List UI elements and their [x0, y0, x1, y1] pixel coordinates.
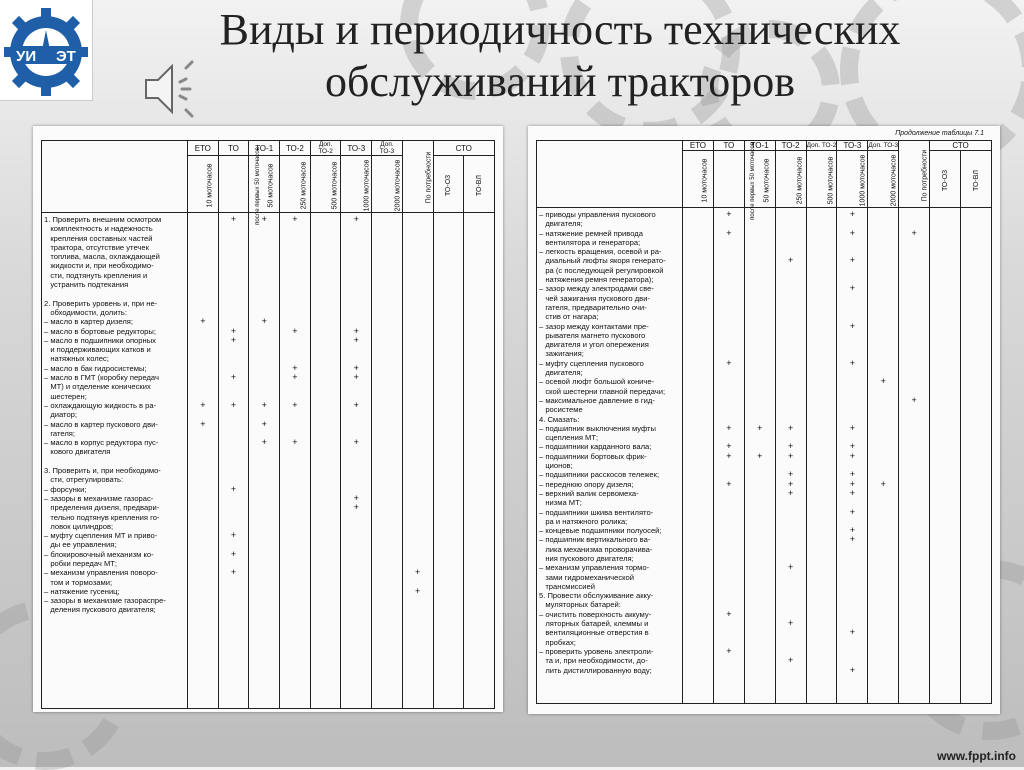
header-eto: ЕТО — [188, 141, 219, 156]
header-sto-o3: ТО-О3 — [930, 151, 961, 208]
marks-column: + + + + + + — [280, 213, 311, 709]
marks-column — [433, 213, 464, 709]
marks-column: + + + + + + + + + — [218, 213, 249, 709]
marks-column: + + + — [188, 213, 219, 709]
header-to1: ТО-1 — [249, 141, 280, 156]
slide-title: Виды и периодичность технических обслуживаний тракторов — [219, 5, 901, 106]
header-eto: ЕТО — [683, 141, 714, 151]
table-continuation-caption: Продолжение таблицы 7.1 — [895, 130, 984, 137]
header-sto-o3: ТО-О3 — [433, 156, 464, 213]
gear-logo-icon — [0, 0, 92, 100]
marks-column — [806, 208, 837, 704]
maintenance-table-left — [41, 140, 495, 709]
header-period: 250 моточасов — [775, 151, 806, 208]
marks-column — [683, 208, 714, 704]
operations-text: 1. Проверить внешним осмотром комплектность и надежность крепления составных частей трактора, отсутствие утечек топлива, масла, охлаждающей жидкости и, при необходимо- сти, подтянуть крепления и устранить подтекания 2. Проверить уровень и, при не- обходимости, долить: – масло в картер дизеля; – масло в бортовые редукторы; – масло в подшипники опорных и поддерживающих катков и натяжных колес; – масло в бак гидросистемы; – масло в ГМТ (коробку передач МТ) и отделение конических шестерен; – охлаждающую жидкость в ра- диатор; – масло в картер пускового дви- гателя; – масло в корпус редуктора пус- кового двигателя 3. Проверить и, при необходимо- сти, отрегулировать: – форсунки; – зазоры в механизме газорас- пределения дизеля, предвари- тельно подтянув крепления го- ловок цилиндров; – муфту сцепления МТ и приво- ды ее управления; – блокировочный механизм ко- робки передач МТ; – механизм управления поворо- том и тормозами; – натяжение гусениц; – зазоры в механизме газораспре- деления пускового двигателя; — [42, 213, 188, 709]
header-period: 50 моточасов — [249, 156, 280, 213]
maintenance-table-right — [536, 140, 992, 704]
header-dop-to3: Доп. ТО-3 — [868, 142, 899, 149]
header-period: 500 моточасов — [310, 156, 341, 213]
marks-column — [961, 208, 992, 704]
header-to3: ТО-3 — [341, 141, 372, 156]
header-sto-vl: ТО-ВЛ — [961, 151, 992, 208]
header-on-demand: По потребности — [402, 141, 433, 213]
marks-column — [310, 213, 341, 709]
marks-column: + + + + + — [249, 213, 280, 709]
right-table-page — [528, 126, 1000, 714]
header-dop-to3: Доп. ТО-3 — [372, 141, 403, 156]
header-period: 10 моточасов — [683, 151, 714, 208]
header-period: после первых 50 моточасов — [713, 151, 744, 208]
description-header — [42, 141, 188, 213]
logo-left-text: УИ — [16, 48, 37, 65]
header-on-demand: По потребности — [899, 141, 930, 208]
header-period: 500 моточасов — [806, 151, 837, 208]
header-sto: СТО — [930, 141, 992, 151]
description-header — [537, 141, 683, 208]
marks-column: + + — [402, 213, 433, 709]
marks-column: + + + + + + + + + + — [775, 208, 806, 704]
marks-column: + + + + + + + + + + + + + + + + + — [837, 208, 868, 704]
marks-column: + + — [868, 208, 899, 704]
marks-column — [464, 213, 495, 709]
header-period: 10 моточасов — [188, 156, 219, 213]
header-dop-to2: Доп. ТО-2 — [310, 141, 341, 156]
header-period: 2000 моточасов — [868, 151, 899, 208]
header-to2: ТО-2 — [775, 141, 806, 151]
header-sto-vl: ТО-ВЛ — [464, 156, 495, 213]
header-sto: СТО — [433, 141, 495, 156]
header-to: ТО — [218, 141, 249, 156]
header-period: 250 моточасов — [280, 156, 311, 213]
header-to1: ТО-1 — [744, 141, 775, 151]
header-period: 2000 моточасов — [372, 156, 403, 213]
marks-column — [930, 208, 961, 704]
logo-right-text: ЭТ — [56, 48, 76, 65]
header-period: 1000 моточасов — [837, 151, 868, 208]
header-to2: ТО-2 — [280, 141, 311, 156]
marks-column: + + + + + + + + + — [713, 208, 744, 704]
marks-column — [372, 213, 403, 709]
footer-link[interactable]: www.fppt.info — [937, 749, 1016, 763]
left-table-page — [33, 126, 503, 712]
header-dop-to2: Доп. ТО-2 — [806, 142, 837, 149]
header-to3: ТО-3 — [837, 141, 868, 151]
header-period: после первых 50 моточасов — [218, 156, 249, 213]
marks-column: + + — [899, 208, 930, 704]
operations-text: – приводы управления пускового двигателя; – натяжение ремней привода вентилятора и генератора; – легкость вращения, осевой и ра- диальный люфты якоря генерато- ра (с последующей регулировкой натяжения ремня генератора); – зазор между электродами све- чей зажигания пускового дви- гателя, предварительно очи- стив от нагара; – зазор между контактами пре- рывателя магнето пускового двигателя и угол опережения зажигания; – муфту сцепления пускового двигателя; – осевой люфт большой кониче- ской шестерни главной передачи; – максимальное давление в гид- росистеме 4. Смазать: – подшипник выключения муфты сцепления МТ; – подшипники карданного вала; – подшипники бортовых фрик- ционов; – подшипники расскосов тележек; – переднюю опору дизеля; – верхний валик сервомеха- низма МТ; – подшипники шкива вентилято- ра и натяжного ролика; – концевые подшипники полуосей; – подшипник вертикального ва- лика механизма проворачива- ния пускового двигателя; – механизм управления тормо- зами гидромеханической трансмиссией 5. Провести обслуживание акку- муляторных батарей: – очистить поверхность аккуму- ляторных батарей, клеммы и вентиляционные отверстия в пробках; – проверить уровень электроли- та и, при необходимости, до- лить дистиллированную воду; — [537, 208, 683, 704]
marks-column: + + + + + + + + + — [341, 213, 372, 709]
marks-column: + + — [744, 208, 775, 704]
logo — [0, 0, 93, 101]
header-period: 50 моточасов — [744, 151, 775, 208]
header-period: 1000 моточасов — [341, 156, 372, 213]
header-to: ТО — [713, 141, 744, 151]
